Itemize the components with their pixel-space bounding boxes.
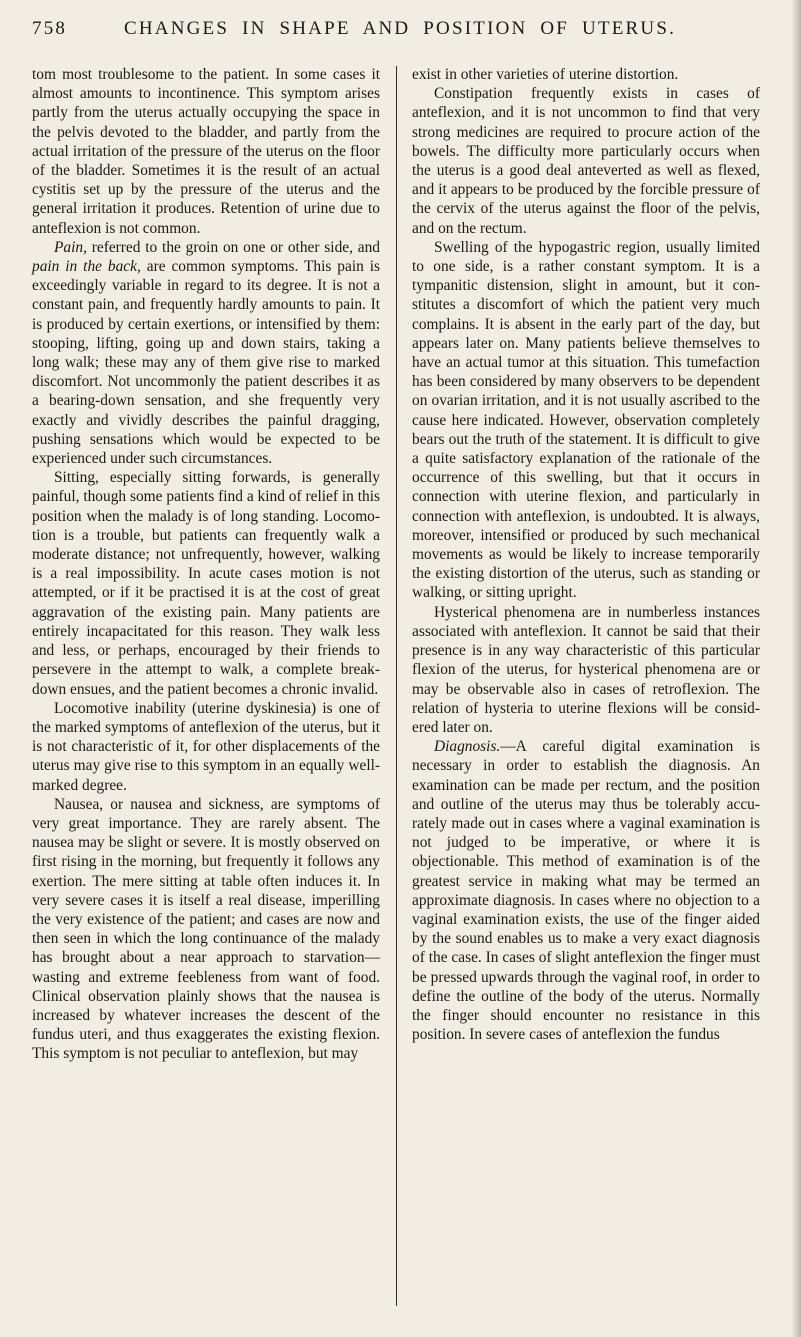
right-column (412, 65, 760, 1044)
running-title: CHANGES IN SHAPE AND POSITION OF UTERUS. (124, 18, 677, 39)
paragraph: tom most troublesome to the patient. In some cases it almost amounts to incontinence. This symptom arises partly from the uterus actually occupying the space in the pelvis devoted to the bladder, and partly from the actual irritation of the pressure of the uterus on the floor of the bladder. Sometimes it is the result of an actual cystitis set up by the pressure of the uterus and the general irritation it produces. Retention of urine due to anteflexion is not common. (32, 66, 380, 237)
emphasis: pain in the back, (32, 258, 141, 276)
column-divider (396, 66, 397, 1306)
paragraph: Constipation frequently exists in cases of anteflexion, and it is not uncommon to find that very strong medicines are required to procure action of the bowels. The difficulty more particularly occurs when the uterus is a good deal anteverted as well as flexed, and it appears to be produced by the forcible pressure of the cervix of the uterus against the floor of the pelvis, and on the rectum. (412, 85, 760, 237)
paragraph: Hysterical phenomena are in numberless instances associated with anteflexion. It cannot be said that their presence is in any way characteristic of this particular flexion of the uterus, for hysterical phenomena are or may be observable also in cases of retroflexion. The relation of hysteria to uterine flexions will be considered later on. (412, 603, 760, 736)
paragraph: exist in other varieties of uterine distortion. (412, 66, 679, 83)
text-run: —A careful digital examination is necessary in order to establish the diagnosis. An examination can be made per rectum, and the position and outline of the uterus may thus be tolerably accurately made out in cases where a vaginal examination is not judged to be imperative, or where it is objectionable. This method of examination is of the greatest service in making what may be termed an approximate diagnosis. In cases where no objection to a vaginal examination exists, the use of the finger aided by the sound enables us to make a very exact diagnosis of the case. In cases of slight anteflexion the finger must be pressed upwards through the vaginal roof, in order to define the outline of the body of the uterus. Normally the finger should encounter no resistance in this position. In severe cases of anteflexion the fundus (412, 738, 760, 1044)
paragraph (412, 737, 760, 1044)
page-edge-shadow (791, 0, 801, 1337)
text-run: are common symptoms. This pain is exceedingly variable in regard to its degree. It is not a constant pain, and frequently hardly amounts to pain. It is produced by certain exertions, or intensified by them: stooping, lifting, going up and down stairs, taking a long walk; these may any of them give rise to marked discomfort. Not uncommonly the patient describes it as a bearing-down sensation, and she frequently very exactly and vividly describes the painful dragging, pushing sensations which would be expected to be experienced under such circumstances. (32, 258, 380, 468)
paragraph: Nausea, or nausea and sickness, are symptoms of very great importance. They are rarely absent. The nausea may be slight or severe. It is mostly observed on first rising in the morning, but frequently it follows any exertion. The mere sitting at table often induces it. In very severe cases it is itself a real disease, imperilling the very existence of the patient; and cases are now and then seen in which the long continuance of the malady has brought about a near approach to starvation—wasting and extreme feebleness from want of food. Clinical observation plainly shows that the nausea is increased by whatever increases the descent of the fundus uteri, and thus exaggerates the existing flexion. This symptom is not peculiar to anteflexion, but may (32, 795, 380, 1063)
paragraph: Locomotive inability (uterine dyskinesia) is one of the marked symptoms of anteflexion of the uterus, but it is not characteristic of it, for other displacements of the uterus may give rise to this symptom in an equally well-marked degree. (32, 699, 380, 794)
paragraph: Sitting, especially sitting forwards, is generally painful, though some patients find a kind of relief in this position when the malady is of long standing. Locomotion is a trouble, but patients can frequently walk a moderate distance; not unfrequently, however, walking is a real impossibility. In acute cases motion is not attempted, or if it be practised it is at the cost of great aggravation of the existing pain. Many patients are entirely incapacitated for this reason. They walk less and less, or perhaps, encouraged by their friends to persevere in the attempt to walk, a complete break-down ensues, and the patient becomes a chronic invalid. (32, 469, 380, 698)
emphasis: Pain, (54, 238, 87, 256)
text-run: referred to the groin on one or other side, and (86, 238, 380, 256)
book-page (32, 18, 780, 1318)
page-number: 758 (32, 18, 68, 39)
paragraph (32, 238, 380, 468)
left-column (32, 65, 380, 1064)
page-header (32, 18, 760, 48)
section-heading: Diagnosis. (434, 738, 501, 756)
paragraph: Swelling of the hypogastric region, usually limited to one side, is a rather constant symptom. It is a tympanitic distension, slight in amount, but it constitutes a discomfort of which the patient very much complains. It is absent in the early part of the day, but appears later on. Many patients believe themselves to have an actual tumor at this situation. This tumefaction has been considered by many observers to be dependent on ovarian irritation, and it is not usually ascribed to the cause here indicated. However, observation completely bears out the truth of the statement. It is difficult to give a quite satisfactory explanation of the rationale of the occurrence of this swelling, but that it occurs in connection with uterine flexion, and particularly in connection with anteflexion, is undoubted. It is always, moreover, intensified or produced by such mechanical movements as would be likely to increase temporarily the existing distortion of the uterus, such as standing or walking, or sitting upright. (412, 238, 760, 602)
